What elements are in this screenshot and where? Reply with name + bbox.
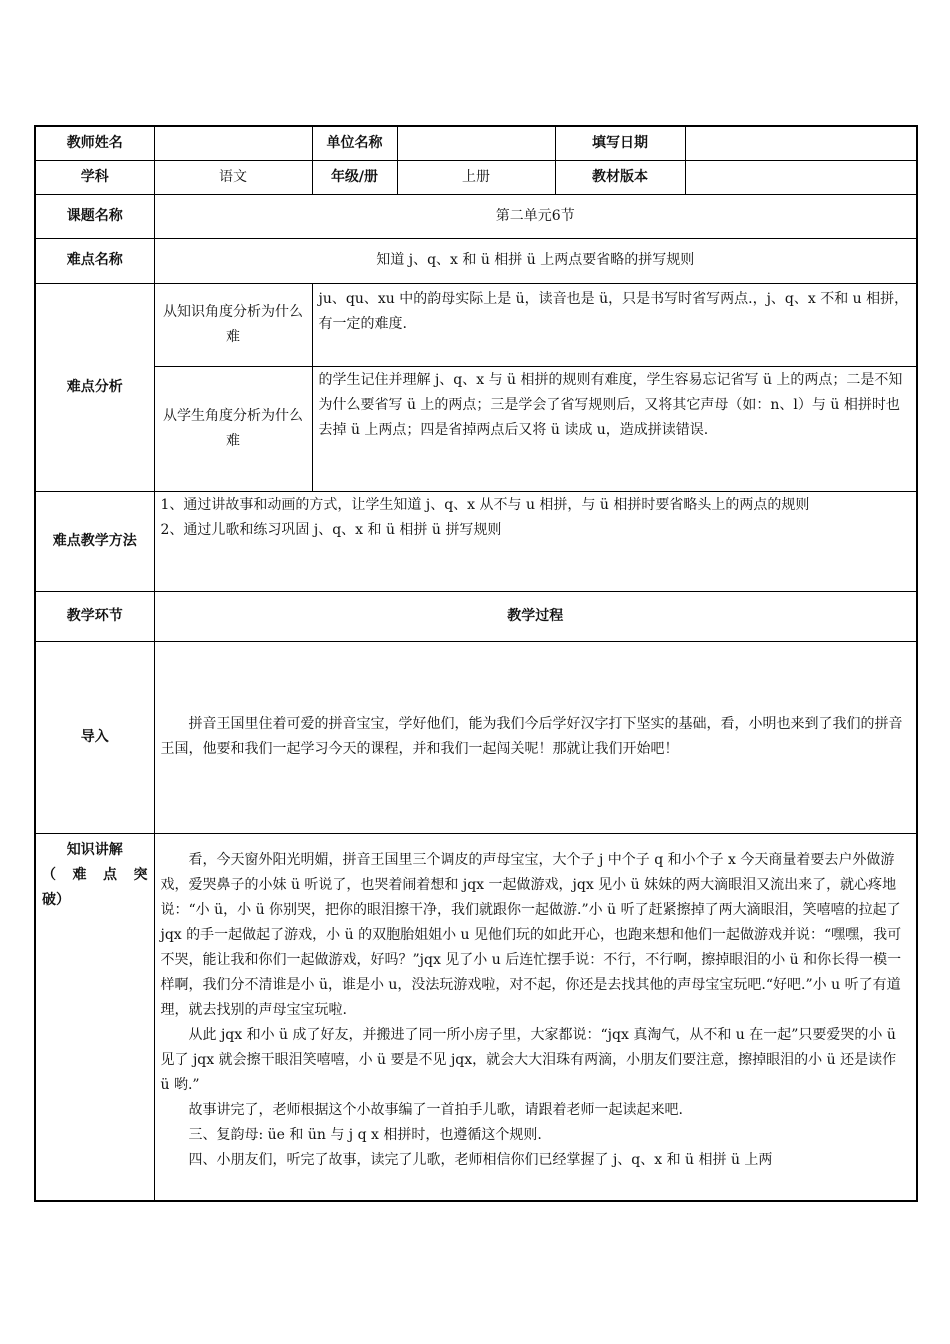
method-text <box>154 491 917 591</box>
process-header-row <box>35 591 917 641</box>
method-line-2: 2、通过儿歌和练习巩固 j、q、x 和 ü 相拼 ü 拼写规则 <box>160 521 502 538</box>
lesson-plan-table <box>34 125 918 1202</box>
subject-field[interactable]: 语文 <box>154 160 312 194</box>
knowledge-paragraph-2: 从此 jqx 和小 ü 成了好友，并搬进了同一所小房子里，大家都说：“jqx 真淘气，从不和 u 在一起”只要爱哭的小 ü 见了 jqx 就会擦干眼泪笑嘻嘻，小 ü 要是不见 jqx，就会大大泪珠有两滴，小朋友们要注意，擦掉眼泪的小 ü 还是读作 ü 哟.” <box>160 1026 897 1093</box>
knowledge-row <box>35 833 917 1201</box>
knowledge-angle-text: ju、qu、xu 中的韵母实际上是 ü，读音也是 ü，只是书写时省写两点.，j、q、x 不和 u 相拼，有一定的难度. <box>312 283 917 366</box>
knowledge-label-char-3: 点 <box>103 866 117 883</box>
fill-date-label: 填写日期 <box>555 126 685 160</box>
student-angle-text: 的学生记住并理解 j、q、x 与 ü 相拼的规则有难度，学生容易忘记省写 ü 上的两点；二是不知为什么要省写 ü 上的两点；三是学会了省写规则后，又将其它声母（如：n、l）与 ü 相拼时也去掉 ü 上两点；四是省掉两点后又将 ü 读成 u，造成拼读错误. <box>312 366 917 491</box>
knowledge-label-line-3: 破） <box>42 891 70 908</box>
knowledge-text <box>154 833 917 1201</box>
unit-name-field[interactable] <box>397 126 555 160</box>
knowledge-label <box>35 833 154 1201</box>
process-header: 教学过程 <box>154 591 917 641</box>
edition-field[interactable] <box>685 160 917 194</box>
knowledge-label-char-4: 突 <box>133 866 148 883</box>
knowledge-label-line-2 <box>42 863 148 888</box>
topic-label: 课题名称 <box>35 194 154 238</box>
analysis-row-student <box>35 366 917 491</box>
analysis-row-knowledge <box>35 283 917 366</box>
method-row <box>35 491 917 591</box>
knowledge-label-char-1: （ <box>42 866 56 883</box>
difficulty-row <box>35 238 917 283</box>
method-line-1: 1、通过讲故事和动画的方式，让学生知道 j、q、x 从不与 u 相拼，与 ü 相拼时要省略头上的两点的规则 <box>160 496 810 513</box>
header-row-1 <box>35 126 917 160</box>
method-label: 难点教学方法 <box>35 491 154 591</box>
unit-name-label: 单位名称 <box>312 126 397 160</box>
intro-paragraph: 拼音王国里住着可爱的拼音宝宝，学好他们，能为我们今后学好汉字打下坚实的基础，看，小明也来到了我们的拼音王国，他要和我们一起学习今天的课程，并和我们一起闯关呢！那就让我们开始吧！ <box>160 716 903 757</box>
intro-label: 导入 <box>35 641 154 833</box>
knowledge-label-line-1: 知识讲解 <box>66 841 123 858</box>
difficulty-value: 知道 j、q、x 和 ü 相拼 ü 上两点要省略的拼写规则 <box>154 238 917 283</box>
knowledge-paragraph-4: 三、复韵母: üe 和 ün 与 j q x 相拼时，也遵循这个规则. <box>188 1126 542 1143</box>
knowledge-label-char-2: 难 <box>72 866 87 883</box>
analysis-label: 难点分析 <box>35 283 154 491</box>
knowledge-paragraph-3: 故事讲完了，老师根据这个小故事编了一首拍手儿歌，请跟着老师一起读起来吧. <box>188 1101 683 1118</box>
knowledge-paragraph-1: 看，今天窗外阳光明媚，拼音王国里三个调皮的声母宝宝，大个子 j 中个子 q 和小个子 x 今天商量着要去户外做游戏，爱哭鼻子的小妹 ü 听说了，也哭着闹着想和 jqx 一起做游戏，jqx 见小 ü 妹妹的两大滴眼泪又流出来了，就心疼地说：“小 ü，小 ü 你别哭，把你的眼泪擦干净，我们就跟你一起做游.”小 ü 听了赶紧擦掉了两大滴眼泪，笑嘻嘻的拉起了 jqx 的手一起做起了游戏，小 ü 的双胞胎姐姐小 u 见他们玩的如此开心，也跑来想和他们一起做游戏并说：“嘿嘿，我可不哭，能让我和你们一起做游戏，好吗？”jqx 见了小 u 后连忙摆手说：不行，不行啊，擦掉眼泪的小 ü 和你长得一模一样啊，我们分不清谁是小 ü，谁是小 u，没法玩游戏啦，对不起，你还是去找其他的声母宝宝玩吧.“好吧.”小 u 听了有道理，就去找别的声母宝宝玩啦. <box>160 851 902 1018</box>
knowledge-angle-label: 从知识角度分析为什么难 <box>154 283 312 366</box>
subject-label: 学科 <box>35 160 154 194</box>
lesson-plan-page <box>34 125 916 1202</box>
teacher-name-label: 教师姓名 <box>35 126 154 160</box>
knowledge-paragraph-5: 四、小朋友们，听完了故事，读完了儿歌，老师相信你们已经掌握了 j、q、x 和 ü 相拼 ü 上两 <box>188 1151 773 1168</box>
difficulty-label: 难点名称 <box>35 238 154 283</box>
intro-text <box>154 641 917 833</box>
fill-date-field[interactable] <box>685 126 917 160</box>
student-angle-label: 从学生角度分析为什么难 <box>154 366 312 491</box>
topic-row <box>35 194 917 238</box>
header-row-2 <box>35 160 917 194</box>
grade-label: 年级/册 <box>312 160 397 194</box>
intro-row <box>35 641 917 833</box>
grade-field[interactable]: 上册 <box>397 160 555 194</box>
edition-label: 教材版本 <box>555 160 685 194</box>
stage-header: 教学环节 <box>35 591 154 641</box>
teacher-name-field[interactable] <box>154 126 312 160</box>
topic-value: 第二单元6节 <box>154 194 917 238</box>
